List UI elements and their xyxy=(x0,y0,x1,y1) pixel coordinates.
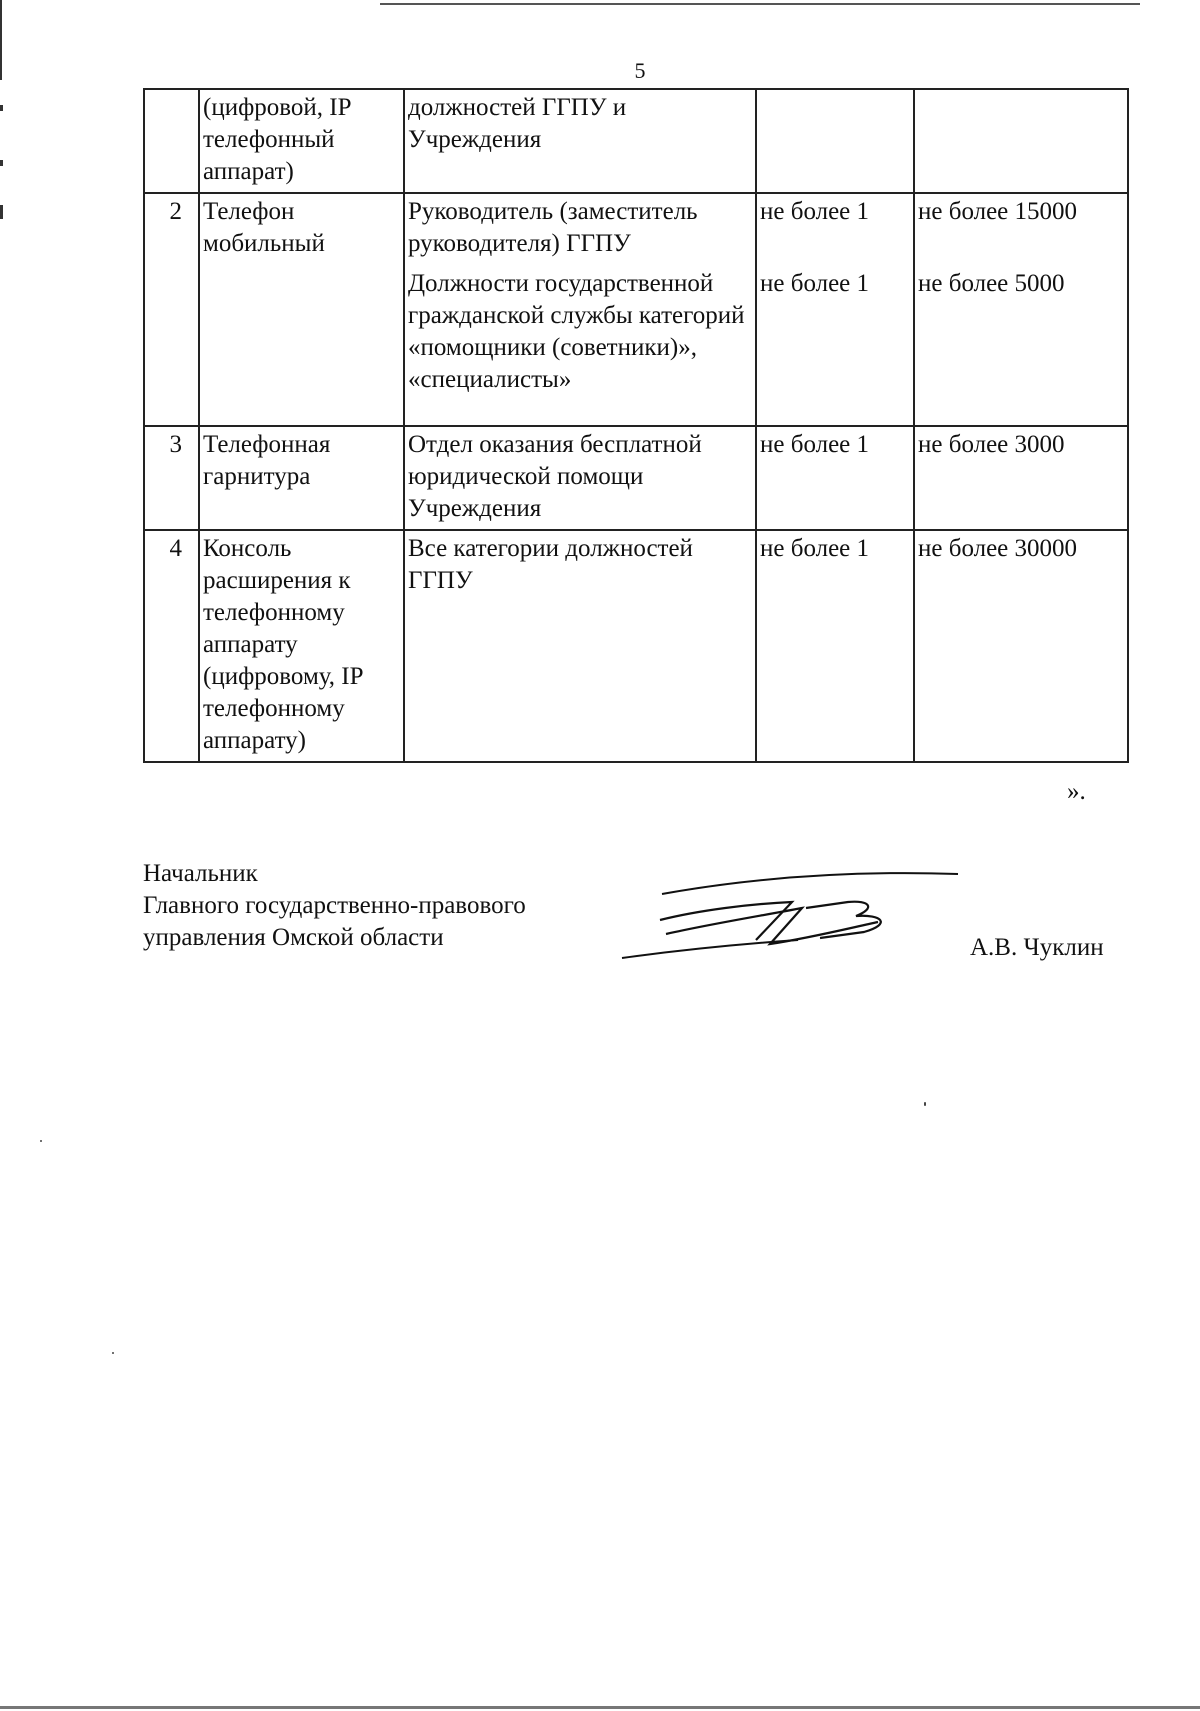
quantity-limit: не более 1 xyxy=(756,530,914,762)
row-number xyxy=(144,89,199,193)
price-limit: не более 30000 xyxy=(914,530,1128,762)
position-line: управления Омской области xyxy=(143,924,444,951)
position-line: Начальник xyxy=(143,860,258,887)
position-category: Отдел оказания бесплатной юридической помощи Учреждения xyxy=(404,426,756,530)
price-limit: не более 3000 xyxy=(914,426,1128,530)
table-row xyxy=(144,89,1128,193)
scan-mark xyxy=(0,205,3,219)
scan-mark xyxy=(0,160,3,166)
position-category: Должности государственной гражданской службы категорий «помощники (советники)», «специалисты» xyxy=(408,270,745,393)
row-number: 3 xyxy=(144,426,199,530)
handwritten-signature xyxy=(620,858,960,968)
scan-speck xyxy=(40,1140,42,1142)
price-limit: не более 5000 xyxy=(918,270,1065,297)
position-category: Руководитель (заместитель руководителя) ГГПУ xyxy=(408,198,698,257)
quantity-limit-cell xyxy=(756,193,914,426)
position-category: Все категории должностей ГГПУ xyxy=(404,530,756,762)
quantity-limit xyxy=(756,89,914,193)
page-number: 5 xyxy=(634,58,646,83)
table-row xyxy=(144,530,1128,762)
scan-speck xyxy=(112,1352,114,1354)
price-limit: не более 15000 xyxy=(918,198,1078,225)
position-category: должностей ГГПУ и Учреждения xyxy=(404,89,756,193)
quantity-limit: не более 1 xyxy=(760,198,870,225)
equipment-norms-table xyxy=(143,88,1129,763)
quantity-limit: не более 1 xyxy=(756,426,914,530)
table-row xyxy=(144,193,1128,426)
closing-quote: ». xyxy=(1067,778,1086,805)
equipment-name: Консоль расширения к телефонному аппарату (цифровому, IP телефонному аппарату) xyxy=(199,530,404,762)
scan-border-top xyxy=(380,3,1140,5)
position-category-cell xyxy=(404,193,756,426)
row-number: 2 xyxy=(144,193,199,426)
scan-border-left xyxy=(0,0,2,80)
quantity-limit: не более 1 xyxy=(760,270,870,297)
scan-mark xyxy=(0,105,3,111)
equipment-name: Телефон мобильный xyxy=(199,193,404,426)
scan-border-bottom xyxy=(0,1706,1200,1709)
equipment-name: (цифровой, IP телефонный аппарат) xyxy=(199,89,404,193)
signatory-position xyxy=(143,858,526,954)
position-line: Главного государственно-правового xyxy=(143,892,526,919)
equipment-name: Телефонная гарнитура xyxy=(199,426,404,530)
signatory-name: А.В. Чуклин xyxy=(970,934,1104,961)
table-row xyxy=(144,426,1128,530)
price-limit xyxy=(914,89,1128,193)
scan-speck xyxy=(924,1102,926,1106)
row-number: 4 xyxy=(144,530,199,762)
price-limit-cell xyxy=(914,193,1128,426)
